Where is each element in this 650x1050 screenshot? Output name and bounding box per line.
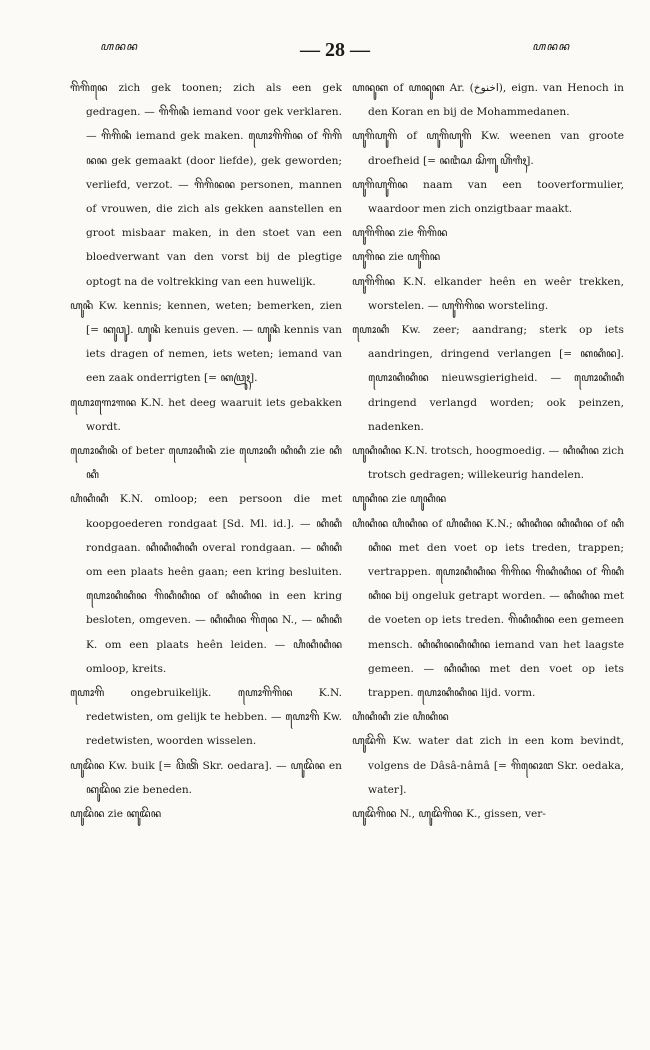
dictionary-entry: ꦲꦸꦢꦼꦤ Kw. buik [= ꦮꦼꦠꦼꦁ Skr. oedara]. — ꦲꦸꦢꦼꦤ en ꦏꦸꦢꦼꦤ zie beneden. <box>70 759 342 796</box>
dictionary-entry: ꦲꦸꦤꦶ Kw. kennis; kennen, weten; bemerken, zien [= ꦏꦸꦮꦸ]. ꦲꦸꦤꦶ kenuis geven. — ꦲꦸꦤꦶ kennis van iets dragen of nemen, iets weten; iemand van een zaak onderrigten [= ꦏꦮꦿꦸꦃ]. <box>70 299 342 385</box>
page-number: — 28 — <box>300 38 370 61</box>
dictionary-entry: ꦲꦶꦏꦶꦏꦶ zie ꦲꦶꦏꦶꦤ <box>352 711 449 724</box>
running-head-left: ꦲꦤꦤ <box>100 40 138 53</box>
dictionary-entry: ꦲꦶꦏꦶꦏꦶ K.N. omloop; een persoon die met koopgoederen rondgaat [Sd. Ml. id.]. — ꦏꦶꦏꦶ rondgaan. ꦏꦶꦏꦶꦏꦶꦏꦶ overal rondgaan. — ꦏꦶꦏꦶ om een plaats heên gaan; een kring besluiten. ꦲꦺꦴꦏꦶꦏꦶꦤ ꦒꦼꦏꦶꦏꦶꦤ of ꦏꦶꦏꦶꦤ in een kring besloten, omgeven. — ꦏꦶꦏꦶꦤ ꦒꦼꦤꦺ N., — ꦏꦶꦏꦶ K. om een plaats heên leiden. — ꦲꦶꦏꦶꦏꦶꦤ omloop, kreits. <box>70 493 342 675</box>
right-column <box>352 76 624 1036</box>
left-column <box>70 76 342 1036</box>
running-head-right: ꦲꦤꦤ <box>532 40 570 53</box>
dictionary-entry: ꦲꦺꦴꦏꦶꦤꦶ of beter ꦲꦺꦴꦏꦶꦤꦶ zie ꦲꦺꦴꦏꦶ ꦏꦶꦏꦶ zie ꦏꦶꦏꦶ <box>70 445 342 482</box>
page-header <box>100 36 570 64</box>
dictionary-entry: ꦲꦸꦒꦼꦤ zie ꦲꦸꦒꦼꦤ <box>352 251 441 264</box>
dictionary-entry: ꦲꦺꦴꦏꦶ Kw. zeer; aandrang; sterk op iets aandringen, dringend verlangen [= ꦏꦏꦶꦤ]. ꦲꦺꦴꦏꦶꦏꦶꦤ nieuwsgierigheid. — ꦲꦺꦴꦏꦶꦏꦶ dringend verlangd worden; ook peinzen, nadenken. <box>352 324 624 433</box>
dictionary-entry: ꦲꦸꦒꦼꦲꦸꦒꦼ of ꦲꦸꦒꦼꦲꦸꦒꦼ Kw. weenen van groote droefheid [= ꦤꦔꦶꦱ ꦱꦼꦒꦸ ꦲꦼꦁꦒꦶꦃ]. <box>352 130 624 167</box>
dictionary-entry: ꦲꦸꦢꦼꦒꦼꦤ N., ꦲꦸꦢꦼꦒꦼꦤ K., gissen, ver- <box>352 808 546 821</box>
dictionary-entry: ꦲꦸꦢꦼꦒꦼ Kw. water dat zich in een kom bevindt, volgens de Dâsâ-nâmâ [= ꦒꦼꦤꦺꦴꦔ Skr. oedaka, water]. <box>352 735 624 796</box>
dictionary-entry: ꦲꦤꦸꦏ of ꦲꦤꦸꦏ Ar. (اخنوخ), eign. van Henoch in den Koran en bij de Mohammedanen. <box>352 82 624 119</box>
dictionary-entry: ꦲꦸꦏꦶꦤ zie ꦲꦸꦏꦶꦤ <box>352 493 447 506</box>
dictionary-entry: ꦲꦺꦴꦒꦺꦴꦒꦤ K.N. het deeg waaruit iets gebakken wordt. <box>70 396 342 433</box>
dictionary-entry: ꦲꦸꦏꦶꦏꦶꦤ K.N. trotsch, hoogmoedig. — ꦏꦶꦏꦶꦤ zich trotsch gedragen; willekeurig handelen. <box>352 445 624 482</box>
dictionary-entry: ꦲꦺꦴꦒꦼ ongebruikelijk. ꦲꦺꦴꦒꦼꦒꦼꦤ K.N. redetwisten, om gelijk te hebben. — ꦲꦺꦴꦒꦼ Kw. redetwisten, woorden wisselen. <box>70 687 342 748</box>
dictionary-entry: ꦒꦼꦒꦼꦤꦺ zich gek toonen; zich als een gek gedragen. — ꦒꦼꦒꦼꦤꦶ iemand voor gek verklaren. — ꦒꦼꦒꦼꦤꦶ iemand gek maken. ꦲꦺꦴꦒꦼꦒꦼꦤ of ꦒꦼꦒꦼꦤꦤ gek gemaakt (door liefde), gek geworden; verliefd, verzot. — ꦒꦼꦒꦼꦤꦤ personen, mannen of vrouwen, die zich als gekken aanstellen en groot misbaar maken, in den stoet van een bloedverwant van den vorst bij de plegtige optogt na de voltrekking van een huwelijk. <box>70 82 342 288</box>
dictionary-entry: ꦲꦶꦏꦶꦤ ꦲꦶꦏꦶꦤ of ꦲꦶꦏꦶꦤ K.N.; ꦏꦶꦏꦶꦤ ꦏꦶꦏꦶꦤ of ꦏꦶꦏꦶꦤ met den voet op iets treden, trappen; vertrappen. ꦲꦺꦴꦏꦶꦏꦶꦤ ꦒꦼꦒꦼꦤ ꦒꦼꦏꦶꦏꦶꦤ of ꦒꦼꦏꦶꦏꦶꦤ bij ongeluk getrapt worden. — ꦏꦶꦏꦶꦤ met de voeten op iets treden. ꦒꦼꦏꦶꦏꦶꦤ een gemeen mensch. ꦏꦶꦏꦶꦤꦏꦶꦏꦶꦤ iemand van het laagste gemeen. — ꦏꦶꦏꦶꦤ met den voet op iets trappen. ꦲꦺꦴꦏꦶꦏꦶꦤ lijd. vorm. <box>352 517 624 700</box>
dictionary-entry: ꦲꦸꦢꦼꦤ zie ꦏꦸꦢꦼꦤ <box>70 808 162 821</box>
dictionary-entry: ꦲꦸꦒꦼꦒꦼꦤ K.N. elkander heên en weêr trekken, worstelen. — ꦲꦸꦒꦼꦒꦼꦤ worsteling. <box>352 275 624 312</box>
dictionary-entry: ꦲꦸꦒꦼꦲꦸꦒꦼꦤ naam van een tooverformulier, waardoor men zich onzigtbaar maakt. <box>352 178 624 216</box>
dictionary-entry: ꦲꦸꦒꦼꦒꦼꦤ zie ꦒꦼꦒꦼꦤ <box>352 227 448 240</box>
